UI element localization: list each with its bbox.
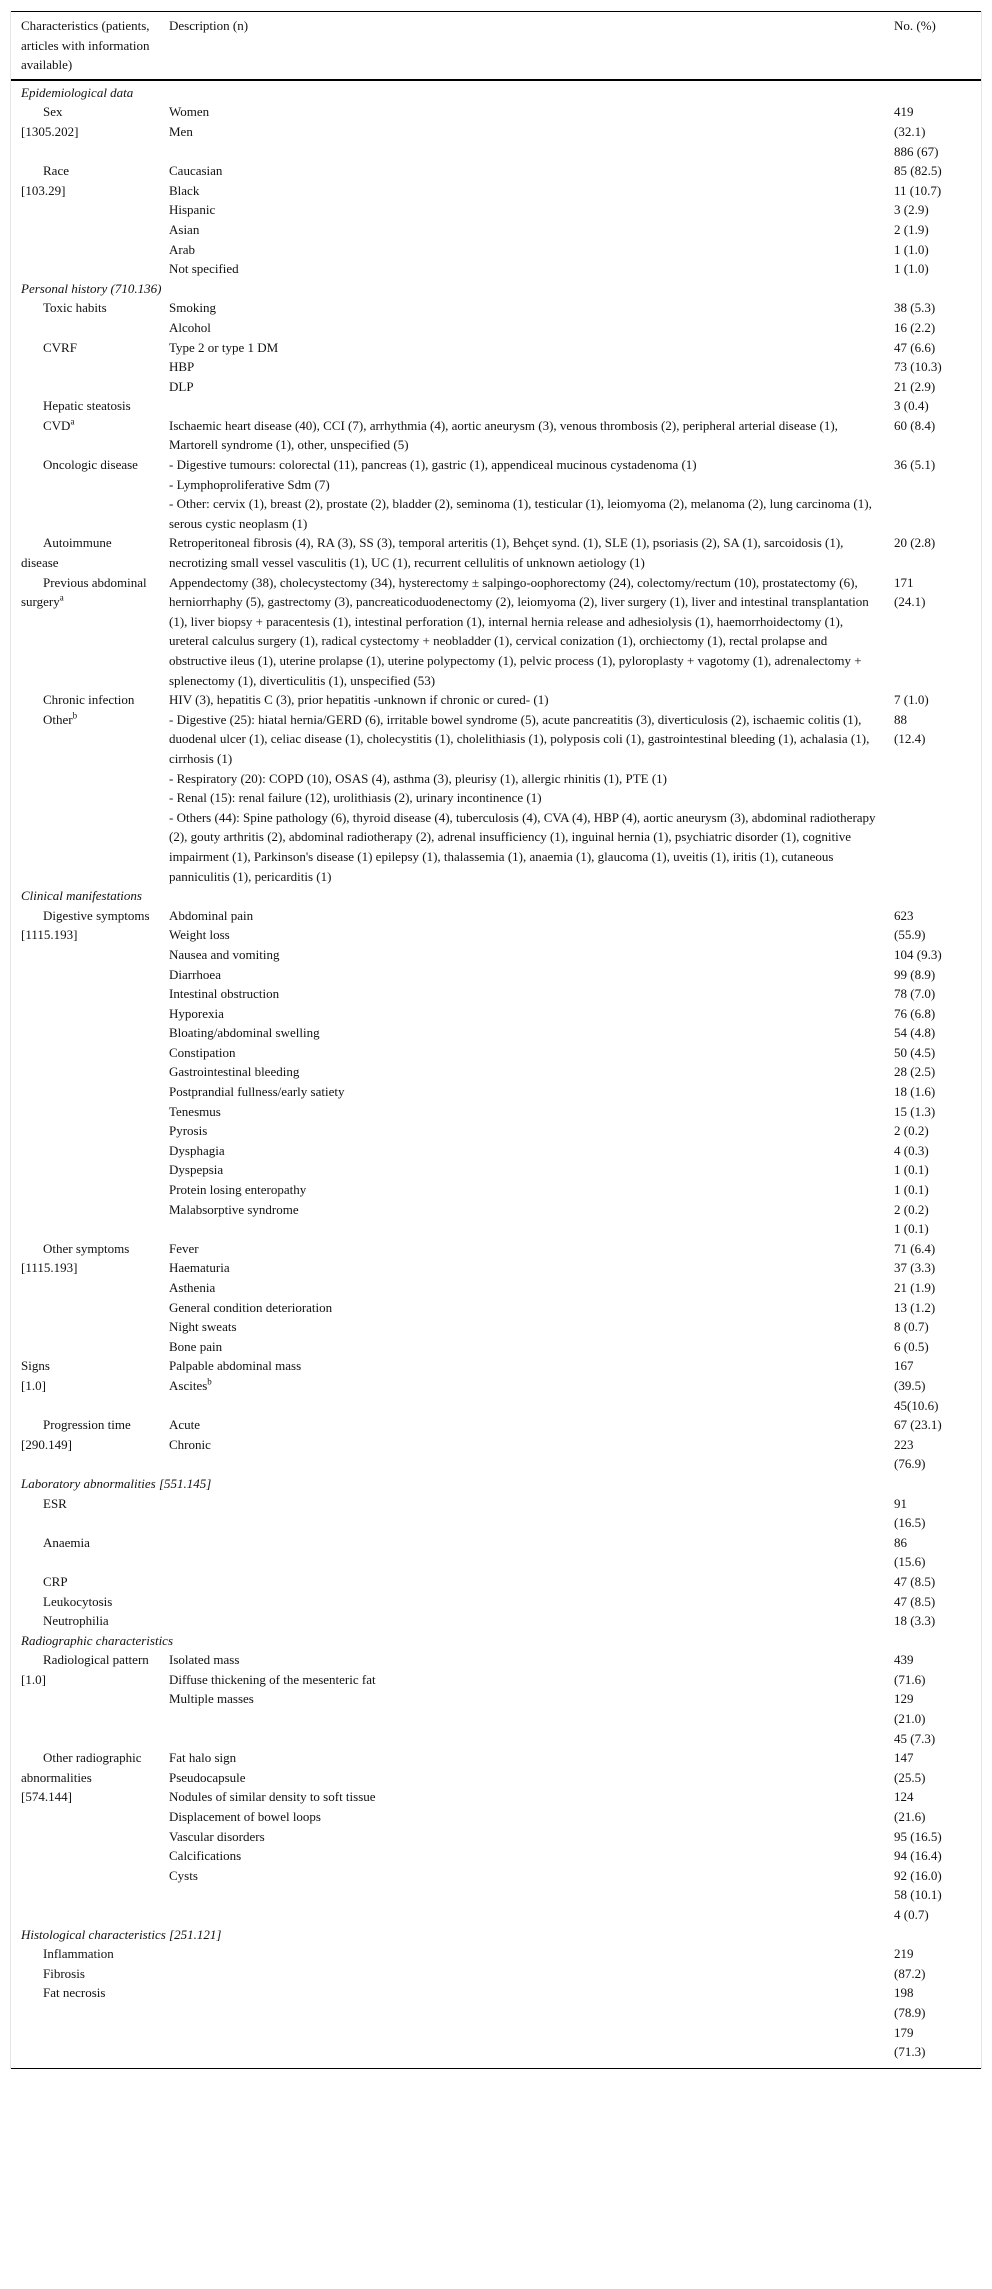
list-value: 76 (6.8) [894, 1005, 936, 1021]
row-label [11, 1415, 159, 1474]
row-values: 20 (2.8) [894, 535, 936, 551]
row-values: 60 (8.4) [894, 417, 936, 433]
list-value: 73 (10.3) [894, 359, 942, 375]
row-description [159, 710, 884, 886]
list-item: Type 2 or type 1 DM [169, 339, 279, 355]
list-item: Fibrosis [43, 1965, 85, 1981]
list-item: Abdominal pain [169, 907, 254, 923]
section-row [11, 1631, 981, 1651]
list-value: (21.0) [894, 1711, 926, 1727]
cell-text: Signs [21, 1358, 50, 1374]
row-values [884, 161, 981, 279]
list-value: (87.2) [894, 1965, 926, 1981]
section-histological-characteristics: Histological characteristics [251.121] [21, 1926, 222, 1942]
list-value: (21.6) [894, 1809, 926, 1825]
row-values [884, 338, 981, 397]
footnote-marker: a [70, 416, 75, 427]
list-item: Cysts [169, 1867, 198, 1883]
list-item: Hispanic [169, 202, 216, 218]
list-value: 86 [894, 1534, 907, 1550]
list-value: 167 [894, 1358, 914, 1374]
list-value: (15.6) [894, 1554, 926, 1570]
list-value: 3 (2.9) [894, 202, 929, 218]
list-item: Caucasian [169, 163, 223, 179]
row-label [11, 1356, 159, 1415]
row-description: HIV (3), hepatitis C (3), prior hepatitis -unknown if chronic or cured- (1) [169, 692, 549, 708]
row-label: ESR [43, 1495, 67, 1511]
list-item: Men [169, 123, 193, 139]
list-item: Acute [169, 1417, 201, 1433]
row-label [11, 710, 159, 886]
section-row [11, 1925, 981, 1945]
list-item: Pseudocapsule [169, 1769, 246, 1785]
list-item: Gastrointestinal bleeding [169, 1064, 300, 1080]
row-description [159, 102, 884, 161]
list-item: Alcohol [169, 319, 211, 335]
list-item: Multiple masses [169, 1691, 254, 1707]
cell-text: [290.149] [21, 1436, 72, 1452]
table-row-cvd [11, 416, 981, 455]
list-item: Diarrhoea [169, 966, 221, 982]
list-value: 1 (1.0) [894, 261, 929, 277]
section-laboratory-abnormalities: Laboratory abnormalities [551.145] [21, 1475, 212, 1491]
characteristics-table-container [10, 11, 982, 2069]
header-number-percent: No. (%) [894, 18, 936, 33]
cell-text: [1.0] [21, 1671, 46, 1687]
section-row [11, 279, 981, 299]
row-description: Ischaemic heart disease (40), CCI (7), arrhythmia (4), aortic aneurysm (3), venous thrombosis (2), peripheral arterial disease (1), Martorell syndrome (1), other, unspecified (5) [169, 417, 838, 453]
row-description [159, 906, 884, 1239]
list-item: Night sweats [169, 1319, 237, 1335]
list-value: (25.5) [894, 1769, 926, 1785]
row-values: 36 (5.1) [894, 457, 936, 473]
row-description [159, 161, 884, 279]
list-value: (24.1) [894, 594, 926, 610]
list-item: HBP [169, 359, 195, 375]
list-value: 94 (16.4) [894, 1848, 942, 1864]
row-description [159, 455, 884, 533]
section-row [11, 80, 981, 103]
row-description [159, 1494, 884, 1533]
list-value: 179 [894, 2024, 914, 2040]
list-item: Displacement of bowel loops [169, 1809, 321, 1825]
table-row-previous-abdominal-surgery [11, 573, 981, 691]
row-label [11, 1239, 159, 1357]
footnote-marker: b [72, 710, 78, 721]
row-description [159, 1239, 884, 1357]
section-row [11, 1474, 981, 1494]
row-label: CVRF [43, 339, 77, 355]
list-value: 92 (16.0) [894, 1867, 942, 1883]
list-value: 38 (5.3) [894, 300, 936, 316]
cell-text: Progression time [43, 1417, 131, 1433]
list-item: Diffuse thickening of the mesenteric fat [169, 1671, 376, 1687]
cell-text: Race [43, 163, 69, 179]
row-label [11, 573, 159, 691]
list-value: 4 (0.7) [894, 1907, 929, 1922]
list-item: Tenesmus [169, 1103, 221, 1119]
list-item: - Lymphoproliferative Sdm (7) [169, 476, 330, 492]
row-description: Retroperitoneal fibrosis (4), RA (3), SS (3), temporal arteritis (1), Behçet synd. (1), SLE (1), psoriasis (2), SA (1), sarcoidosis (1), necrotizing small vessel vasculitis (1), UC (1), recurrent cellulitis of unknown aetiology (1) [169, 535, 844, 571]
list-item: Ascites$^b$ [169, 1376, 212, 1393]
list-value: 419 [894, 104, 914, 120]
list-item: Not specified [169, 261, 239, 277]
list-item: Inflammation [43, 1946, 114, 1962]
row-label: Leukocytosis [43, 1593, 113, 1609]
row-label: Anaemia [43, 1534, 90, 1550]
list-item: - Digestive (25): hiatal hernia/GERD (6), irritable bowel syndrome (5), acute pancreatitis (3), diverticulosis (2), ischaemic colitis (1), duodenal ulcer (1), celiac disease (1), cholecystitis (1), cholelithiasis (1), polyposis coli (1), gastrointestinal bleeding (1), achalasia (1), cirrhosis (1) [169, 711, 870, 766]
row-values [884, 906, 981, 1239]
list-item: Arab [169, 241, 195, 257]
list-item: Asian [169, 221, 200, 237]
list-item: - Renal (15): renal failure (12), urolithiasis (2), urinary incontinence (1) [169, 790, 542, 806]
row-description [159, 1415, 884, 1474]
row-label: Oncologic disease [43, 457, 138, 473]
list-value: 16 (2.2) [894, 319, 936, 335]
list-value: 47 (6.6) [894, 339, 936, 355]
row-description [159, 1944, 884, 2068]
list-value: 15 (1.3) [894, 1103, 936, 1119]
row-description [159, 298, 884, 337]
list-item: DLP [169, 378, 194, 394]
cell-text: Sex [43, 104, 63, 120]
list-item: Protein losing enteropathy [169, 1182, 307, 1198]
row-values: 47 (8.5) [894, 1593, 936, 1609]
list-item: Bloating/abdominal swelling [169, 1025, 320, 1041]
row-description [159, 1748, 884, 1924]
row-label [11, 1650, 159, 1748]
table-row-chronic-infection [11, 690, 981, 710]
list-value: 124 [894, 1789, 914, 1805]
list-value: (76.9) [894, 1456, 926, 1472]
table-row-signs [11, 1356, 981, 1415]
row-label [11, 906, 159, 1239]
list-value: 2 (0.2) [894, 1123, 929, 1139]
table-header-row [11, 12, 981, 80]
row-label: Toxic habits [43, 300, 107, 316]
row-description [159, 1572, 884, 1592]
list-value: 21 (1.9) [894, 1280, 936, 1295]
list-item: General condition deterioration [169, 1299, 333, 1315]
row-label [11, 1748, 159, 1924]
row-values [884, 298, 981, 337]
row-description [159, 1592, 884, 1612]
table-row-leukocytosis [11, 1592, 981, 1612]
cell-text: [574.144] [21, 1789, 72, 1805]
cell-text: Digestive symptoms [43, 907, 150, 923]
list-value: (55.9) [894, 927, 926, 943]
row-label: Neutrophilia [43, 1613, 109, 1629]
list-value: 104 (9.3) [894, 946, 942, 962]
list-value: 886 (67) [894, 143, 939, 159]
list-value: (32.1) [894, 123, 926, 139]
table-row-histology [11, 1944, 981, 2068]
row-values [884, 102, 981, 161]
list-value: 37 (3.3) [894, 1260, 936, 1276]
table-row-anaemia [11, 1533, 981, 1572]
table-row-crp [11, 1572, 981, 1592]
list-item: Asthenia [169, 1280, 216, 1295]
list-value: 1 (0.1) [894, 1162, 929, 1178]
list-value: 67 (23.1) [894, 1417, 942, 1433]
row-label: CRP [43, 1573, 68, 1589]
table-row-oncologic-disease [11, 455, 981, 533]
cell-text: Previous abdominal surgery [21, 574, 147, 610]
row-description [159, 1611, 884, 1631]
list-item: Isolated mass [169, 1652, 240, 1668]
list-value: 198 [894, 1985, 914, 2001]
list-value: 58 (10.1) [894, 1887, 942, 1903]
table-row-race [11, 161, 981, 279]
table-row-other-symptoms [11, 1239, 981, 1357]
footnote-marker: b [207, 1376, 212, 1387]
cell-text: [1115.193] [21, 1260, 78, 1276]
list-item: Fat halo sign [169, 1750, 237, 1766]
row-label: Autoimmune disease [21, 535, 112, 571]
row-description [159, 1356, 884, 1415]
list-item: Weight loss [169, 927, 230, 943]
table-row-other-history [11, 710, 981, 886]
cell-text: [103.29] [21, 182, 66, 198]
list-value: 223 [894, 1436, 914, 1452]
list-item: Calcifications [169, 1848, 242, 1864]
row-values [884, 1533, 981, 1572]
table-row-progression-time [11, 1415, 981, 1474]
table-row-radiological-pattern [11, 1650, 981, 1748]
row-label [11, 1944, 159, 2068]
list-value: 13 (1.2) [894, 1299, 936, 1315]
list-value: 2 (1.9) [894, 221, 929, 237]
row-description [159, 1650, 884, 1748]
row-description: Appendectomy (38), cholecystectomy (34), hysterectomy ± salpingo-oophorectomy (24), colectomy/rectum (10), prostatectomy (6), herniorrhaphy (5), gastrectomy (3), pancreaticoduodenectomy (2), leiomyoma (2), liver surgery (1), liver and intestinal transplantation (1), liver biopsy + paracentesis (1), intestinal perforation (1), internal hernia release and adhesiolysis (1), haemorrhoidectomy (1), ureteral calculus surgery (1), radical cystectomy + neobladder (1), cervical conization (1), orchiectomy (1), rectal prolapse and obstructive ileus (1), uterine prolapse (1), uterine polypectomy (1), pelvic process (1), pyloroplasty + vagotomy (1), adrenalectomy + splenectomy (1), diverticulitis (1), unspecified (53) [169, 574, 869, 688]
list-value: 50 (4.5) [894, 1044, 936, 1060]
table-row-digestive-symptoms [11, 906, 981, 1239]
list-item: Fat necrosis [43, 1985, 106, 2001]
list-item: Pyrosis [169, 1123, 208, 1139]
list-item: Intestinal obstruction [169, 986, 280, 1002]
list-value: 6 (0.5) [894, 1338, 929, 1354]
row-values [884, 1650, 981, 1748]
list-item: Smoking [169, 300, 216, 316]
row-description [159, 338, 884, 397]
list-value: 4 (0.3) [894, 1142, 929, 1158]
row-label: Hepatic steatosis [43, 398, 131, 414]
cell-text: Radiological pattern [43, 1652, 149, 1668]
list-item: Postprandial fullness/early satiety [169, 1084, 345, 1100]
list-value: 171 [894, 574, 914, 590]
list-item: Palpable abdominal mass [169, 1358, 302, 1374]
list-value: (71.3) [894, 2044, 926, 2060]
list-value: 8 (0.7) [894, 1319, 929, 1335]
cell-text: [1.0] [21, 1377, 46, 1393]
list-item: Fever [169, 1240, 199, 1256]
row-values: 47 (8.5) [894, 1573, 936, 1589]
list-item: Black [169, 182, 200, 198]
row-values: 3 (0.4) [894, 398, 929, 414]
row-values: 18 (3.3) [894, 1613, 936, 1629]
list-item: Women [169, 104, 210, 120]
list-item: Malabsorptive syndrome [169, 1201, 299, 1217]
cell-text: [1115.193] [21, 927, 78, 943]
list-value: 21 (2.9) [894, 378, 936, 394]
list-value: (71.6) [894, 1671, 926, 1687]
row-label [11, 161, 159, 279]
cell-text: Other radiographic abnormalities [21, 1750, 142, 1785]
section-row [11, 886, 981, 906]
list-value: 99 (8.9) [894, 966, 936, 982]
list-item: Dysphagia [169, 1142, 225, 1158]
row-values [884, 1494, 981, 1533]
cell-text: [1305.202] [21, 123, 79, 139]
table-row-esr [11, 1494, 981, 1533]
cell-text: Other symptoms [43, 1240, 130, 1256]
row-values [884, 1748, 981, 1924]
table-row-neutrophilia [11, 1611, 981, 1631]
list-value: (16.5) [894, 1515, 926, 1531]
section-personal-history: Personal history (710.136) [21, 280, 162, 296]
list-item: - Digestive tumours: colorectal (11), pancreas (1), gastric (1), appendiceal mucinous cystadenoma (1) [169, 457, 697, 473]
list-value: 1 (1.0) [894, 241, 929, 257]
header-characteristics: Characteristics (patients, articles with information available) [21, 18, 150, 73]
row-label [11, 416, 159, 455]
row-values [884, 573, 981, 691]
section-radiographic-characteristics: Radiographic characteristics [21, 1632, 174, 1648]
list-value: 71 (6.4) [894, 1240, 936, 1256]
list-value: 623 [894, 907, 914, 923]
list-item: Bone pain [169, 1338, 223, 1354]
list-value: 85 (82.5) [894, 163, 942, 179]
list-value: 45 (7.3) [894, 1730, 936, 1746]
row-values [884, 1356, 981, 1415]
section-clinical-manifestations: Clinical manifestations [21, 888, 142, 904]
footnote-marker: a [59, 592, 64, 603]
row-label [11, 102, 159, 161]
characteristics-table [11, 11, 981, 2069]
list-value: 1 (0.1) [894, 1221, 929, 1237]
list-item: Constipation [169, 1044, 236, 1060]
list-value: 78 (7.0) [894, 986, 936, 1002]
table-row-sex [11, 102, 981, 161]
row-description [159, 396, 884, 416]
row-description [159, 1533, 884, 1572]
list-item: Nodules of similar density to soft tissue [169, 1789, 376, 1805]
list-value: 147 [894, 1750, 914, 1766]
list-value: 45(10.6) [894, 1397, 939, 1413]
row-values [884, 1239, 981, 1357]
header-description: Description (n) [169, 18, 249, 33]
row-values [884, 1944, 981, 2068]
list-value: 11 (10.7) [894, 182, 942, 198]
list-value: 95 (16.5) [894, 1828, 942, 1844]
cell-text: Other [43, 711, 73, 727]
list-item: Haematuria [169, 1260, 230, 1276]
row-values [884, 710, 981, 886]
list-item: Dyspepsia [169, 1162, 224, 1178]
list-value: 54 (4.8) [894, 1025, 936, 1041]
list-value: 129 [894, 1691, 914, 1707]
list-value: 91 [894, 1495, 907, 1511]
list-value: (39.5) [894, 1377, 926, 1393]
list-value: 1 (0.1) [894, 1182, 929, 1198]
list-item: - Respiratory (20): COPD (10), OSAS (4), asthma (3), pleurisy (1), allergic rhinitis (1), PTE (1) [169, 770, 668, 786]
list-value: 219 [894, 1946, 914, 1962]
table-row-hepatic-steatosis [11, 396, 981, 416]
cell-text: CVD [43, 417, 71, 433]
section-epidemiological: Epidemiological data [21, 84, 134, 100]
list-item: - Other: cervix (1), breast (2), prostate (2), bladder (2), seminoma (1), testicular (1), leiomyoma (2), melanoma (2), lung carcinoma (1), serous cystic neoplasm (1) [169, 496, 872, 531]
list-item: Hyporexia [169, 1005, 224, 1021]
table-row-other-radiographic [11, 1748, 981, 1924]
list-value: 18 (1.6) [894, 1084, 936, 1100]
list-value: (12.4) [894, 731, 926, 747]
row-values: 7 (1.0) [894, 692, 929, 708]
row-values [884, 1415, 981, 1474]
list-item: Chronic [169, 1436, 211, 1452]
list-value: 2 (0.2) [894, 1201, 929, 1217]
list-value: (78.9) [894, 2004, 926, 2020]
table-row-cvrf [11, 338, 981, 397]
list-value: 28 (2.5) [894, 1064, 936, 1080]
table-row-toxic-habits [11, 298, 981, 337]
table-row-autoimmune-disease [11, 533, 981, 572]
list-item: - Others (44): Spine pathology (6), thyroid disease (4), tuberculosis (4), CVA (4), HBP (4), aortic aneurysm (3), abdominal radiotherapy (2), gouty arthritis (2), abdominal radiotherapy (2), adrenal insufficiency (1), inguinal hernia (1), psychiatric disorder (1), cognitive impairment (1), Parkinson's disease (1) epilepsy (1), thalassemia (1), anaemia (1), glaucoma (1), uveitis (1), iritis (1), cutaneous panniculitis (1), pericarditis (1) [169, 809, 876, 884]
list-item: Nausea and vomiting [169, 946, 280, 962]
row-label: Chronic infection [43, 692, 135, 708]
list-value: 439 [894, 1652, 914, 1668]
list-value: 88 [894, 711, 907, 727]
list-item: Vascular disorders [169, 1828, 265, 1844]
